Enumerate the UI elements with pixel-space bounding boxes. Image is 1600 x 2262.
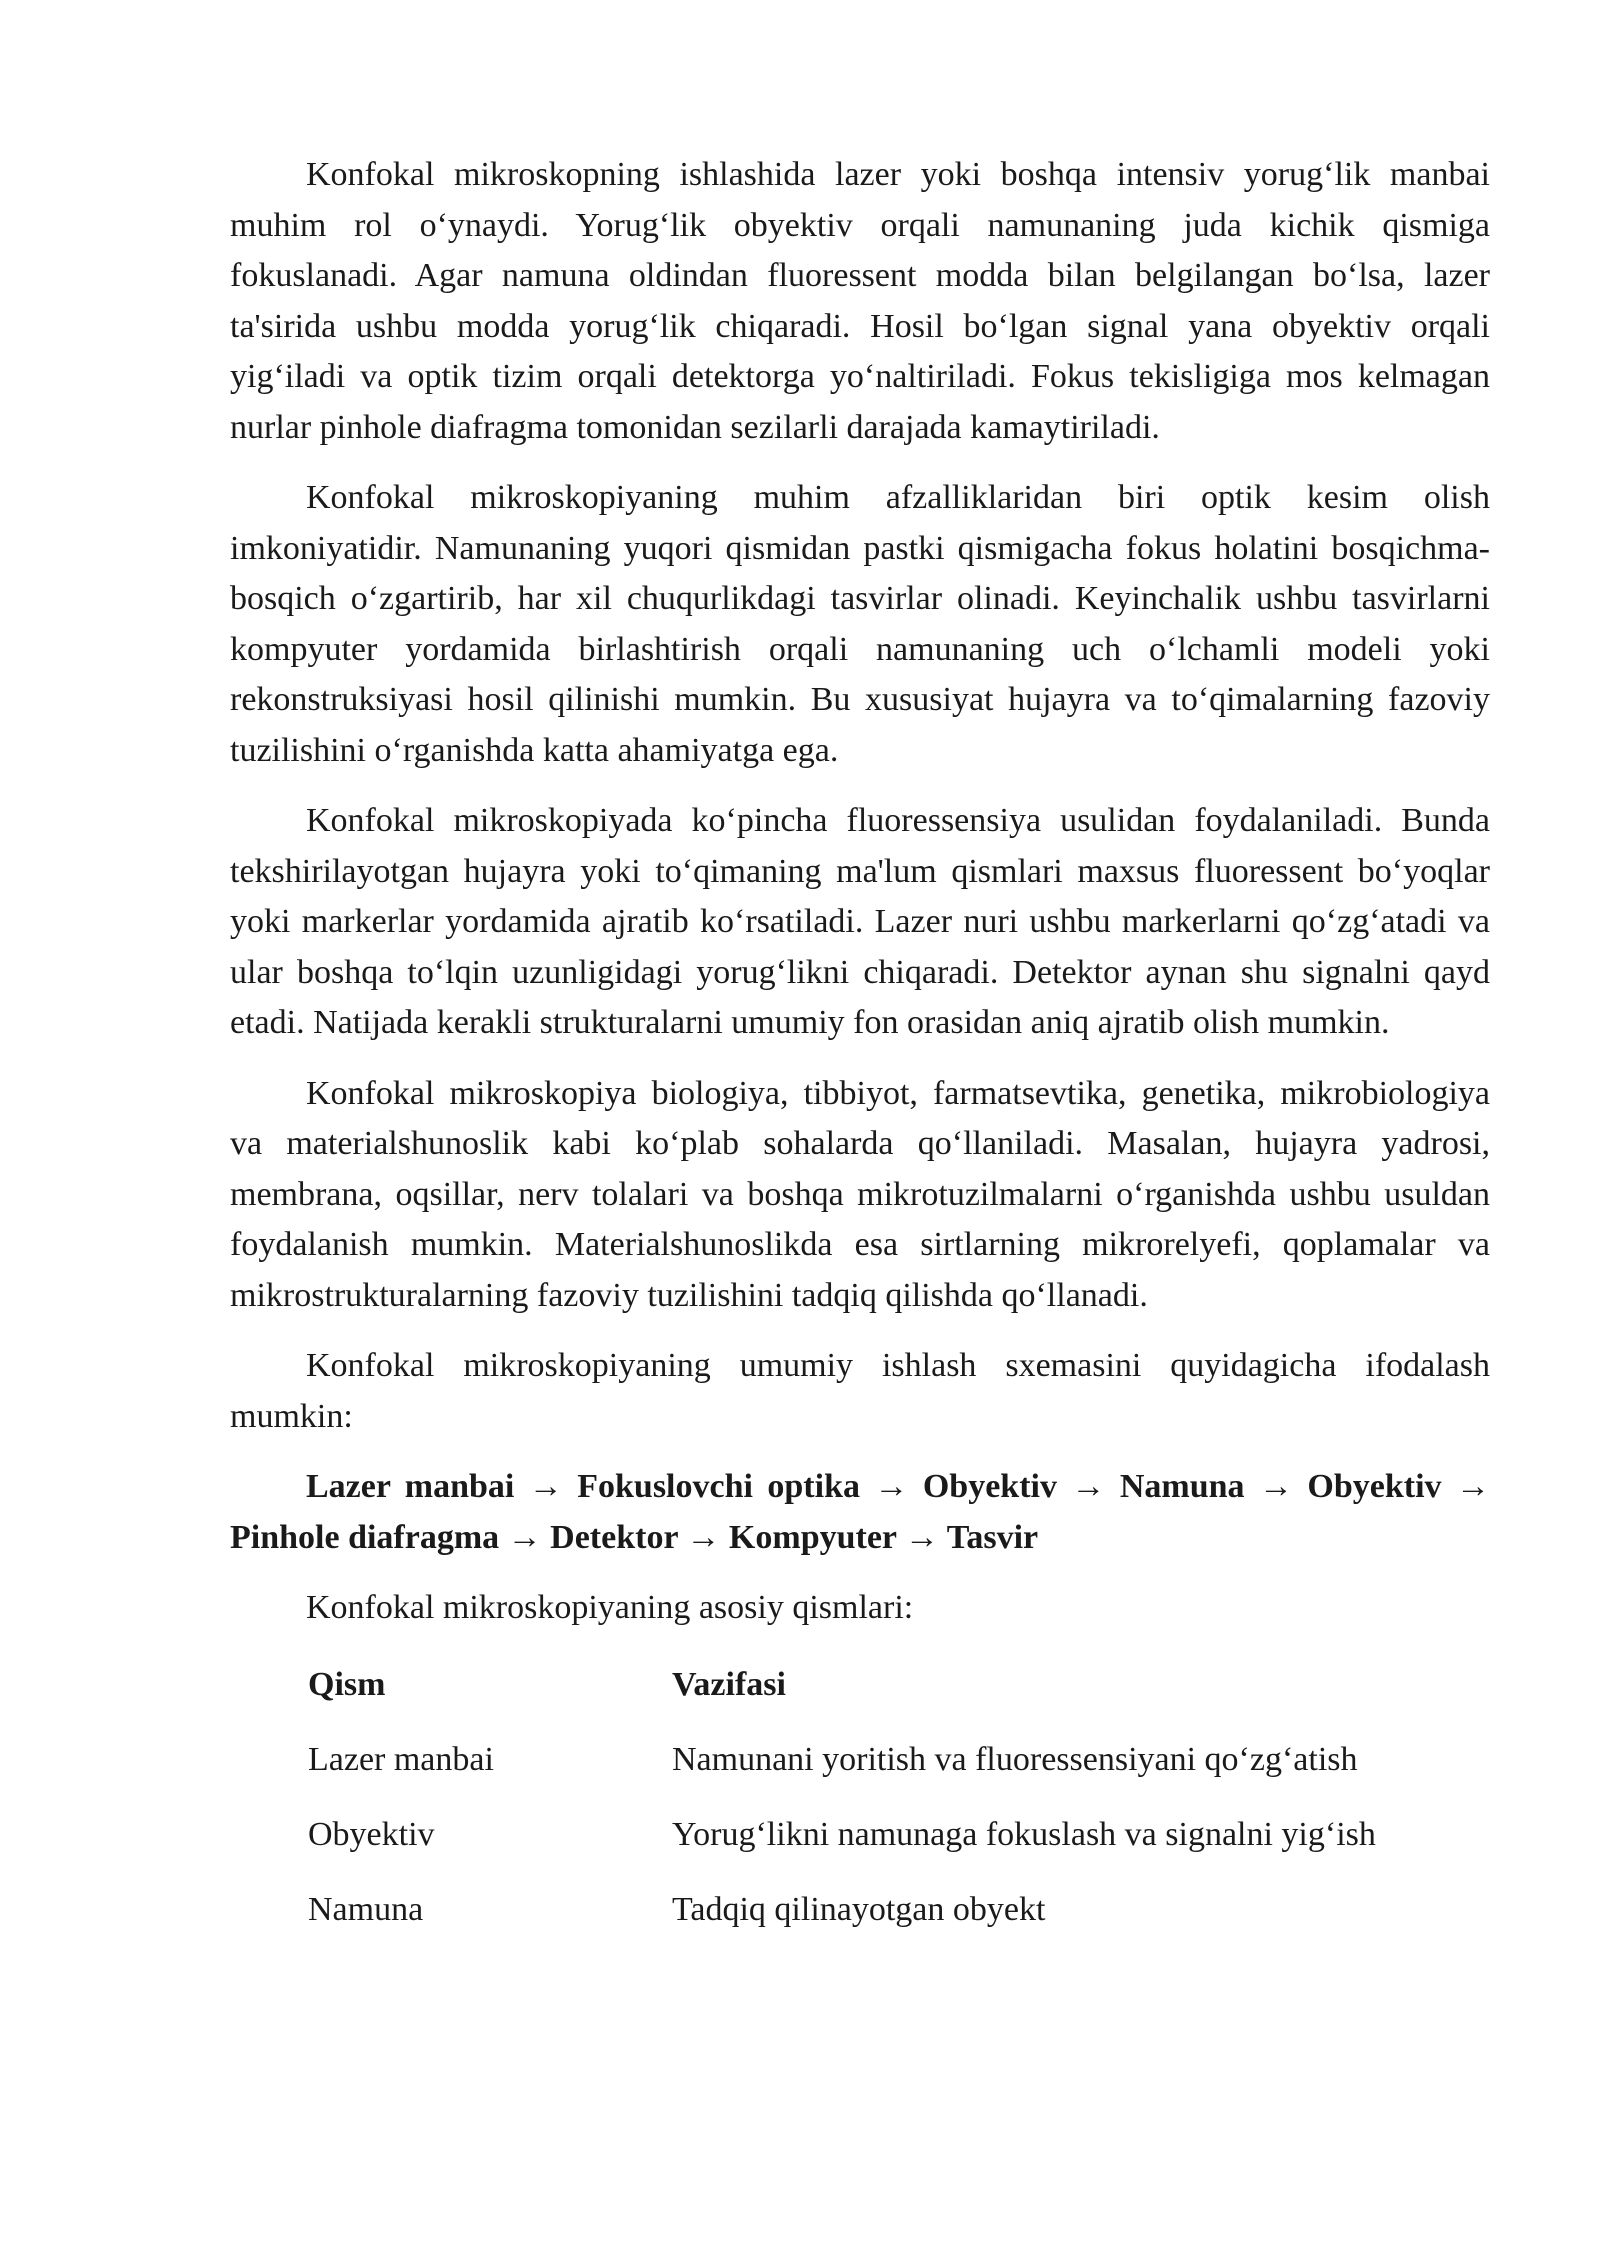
table-cell-part: Namuna — [308, 1891, 424, 1928]
paragraph-laser-role: Konfokal mikroskopning ishlashida lazer yoki boshqa intensiv yorug‘lik manbai muhim rol o‘ynaydi. Yorug‘lik obyektiv orqali namunaning juda kichik qismiga fokuslanadi. Agar namuna oldindan fluoressent modda bilan belgilangan bo‘lsa, lazer ta'sirida ushbu modda yorug‘lik chiqaradi. Hosil bo‘lgan signal yana obyektiv orqali yig‘iladi va optik tizim orqali detektorga yo‘naltiriladi. Fokus tekisligiga mos kelmagan nurlar pinhole diafragma tomonidan sezilarli darajada kamaytiriladi. — [230, 156, 1490, 446]
scheme-flow: Lazer manbai → Fokuslovchi optika → Obyektiv → Namuna → Obyektiv → Pinhole diafragma → Detektor → Kompyuter → Tasvir — [230, 1468, 1490, 1556]
table-cell-function: Tadqiq qilinayotgan obyekt — [672, 1891, 1046, 1928]
paragraph-applications: Konfokal mikroskopiya biologiya, tibbiyot, farmatsevtika, genetika, mikrobiologiya va materialshunoslik kabi ko‘plab sohalarda qo‘llaniladi. Masalan, hujayra yadrosi, membrana, oqsillar, nerv tolalari va boshqa mikrotuzilmalarni o‘rganishda ushbu usuldan foydalanish mumkin. Materialshunoslikda esa sirtlarning mikrorelyefi, qoplamalar va mikrostrukturalarning fazoviy tuzilishini tadqiq qilishda qo‘llanadi. — [230, 1074, 1490, 1314]
table-header-row — [308, 1648, 1376, 1723]
table-cell-part: Obyektiv — [308, 1816, 435, 1853]
table-row — [308, 1873, 1376, 1948]
paragraph-scheme-intro: Konfokal mikroskopiyaning umumiy ishlash sxemasini quyidagicha ifodalash mumkin: — [230, 1347, 1490, 1435]
table-cell-part: Lazer manbai — [308, 1741, 494, 1778]
table-intro: Konfokal mikroskopiyaning asosiy qismlari: — [306, 1589, 914, 1626]
table-row — [308, 1798, 1376, 1873]
parts-table — [308, 1648, 1376, 1948]
table-cell-function: Namunani yoritish va fluoressensiyani qo‘zg‘atish — [672, 1741, 1358, 1778]
table-row — [308, 1723, 1376, 1798]
paragraph-optical-section: Konfokal mikroskopiyaning muhim afzalliklaridan biri optik kesim olish imkoniyatidir. Namunaning yuqori qismidan pastki qismigacha fokus holatini bosqichma-bosqich o‘zgartirib, har xil chuqurlikdagi tasvirlar olinadi. Keyinchalik ushbu tasvirlarni kompyuter yordamida birlashtirish orqali namunaning uch o‘lchamli modeli yoki rekonstruksiyasi hosil qilinishi mumkin. Bu xususiyat hujayra va to‘qimalarning fazoviy tuzilishini o‘rganishda katta ahamiyatga ega. — [230, 479, 1490, 769]
paragraph-fluorescence: Konfokal mikroskopiyada ko‘pincha fluoressensiya usulidan foydalaniladi. Bunda tekshirilayotgan hujayra yoki to‘qimaning ma'lum qismlari maxsus fluoressent bo‘yoqlar yoki markerlar yordamida ajratib ko‘rsatiladi. Lazer nuri ushbu markerlarni qo‘zg‘atadi va ular boshqa to‘lqin uzunligidagi yorug‘likni chiqaradi. Detektor aynan shu signalni qayd etadi. Natijada kerakli strukturalarni umumiy fon orasidan aniq ajratib olish mumkin. — [230, 802, 1490, 1041]
table-header-part: Qism — [308, 1666, 386, 1703]
table-header-function: Vazifasi — [672, 1666, 786, 1703]
document-page — [230, 150, 1490, 1948]
table-cell-function: Yorug‘likni namunaga fokuslash va signalni yig‘ish — [672, 1816, 1376, 1853]
